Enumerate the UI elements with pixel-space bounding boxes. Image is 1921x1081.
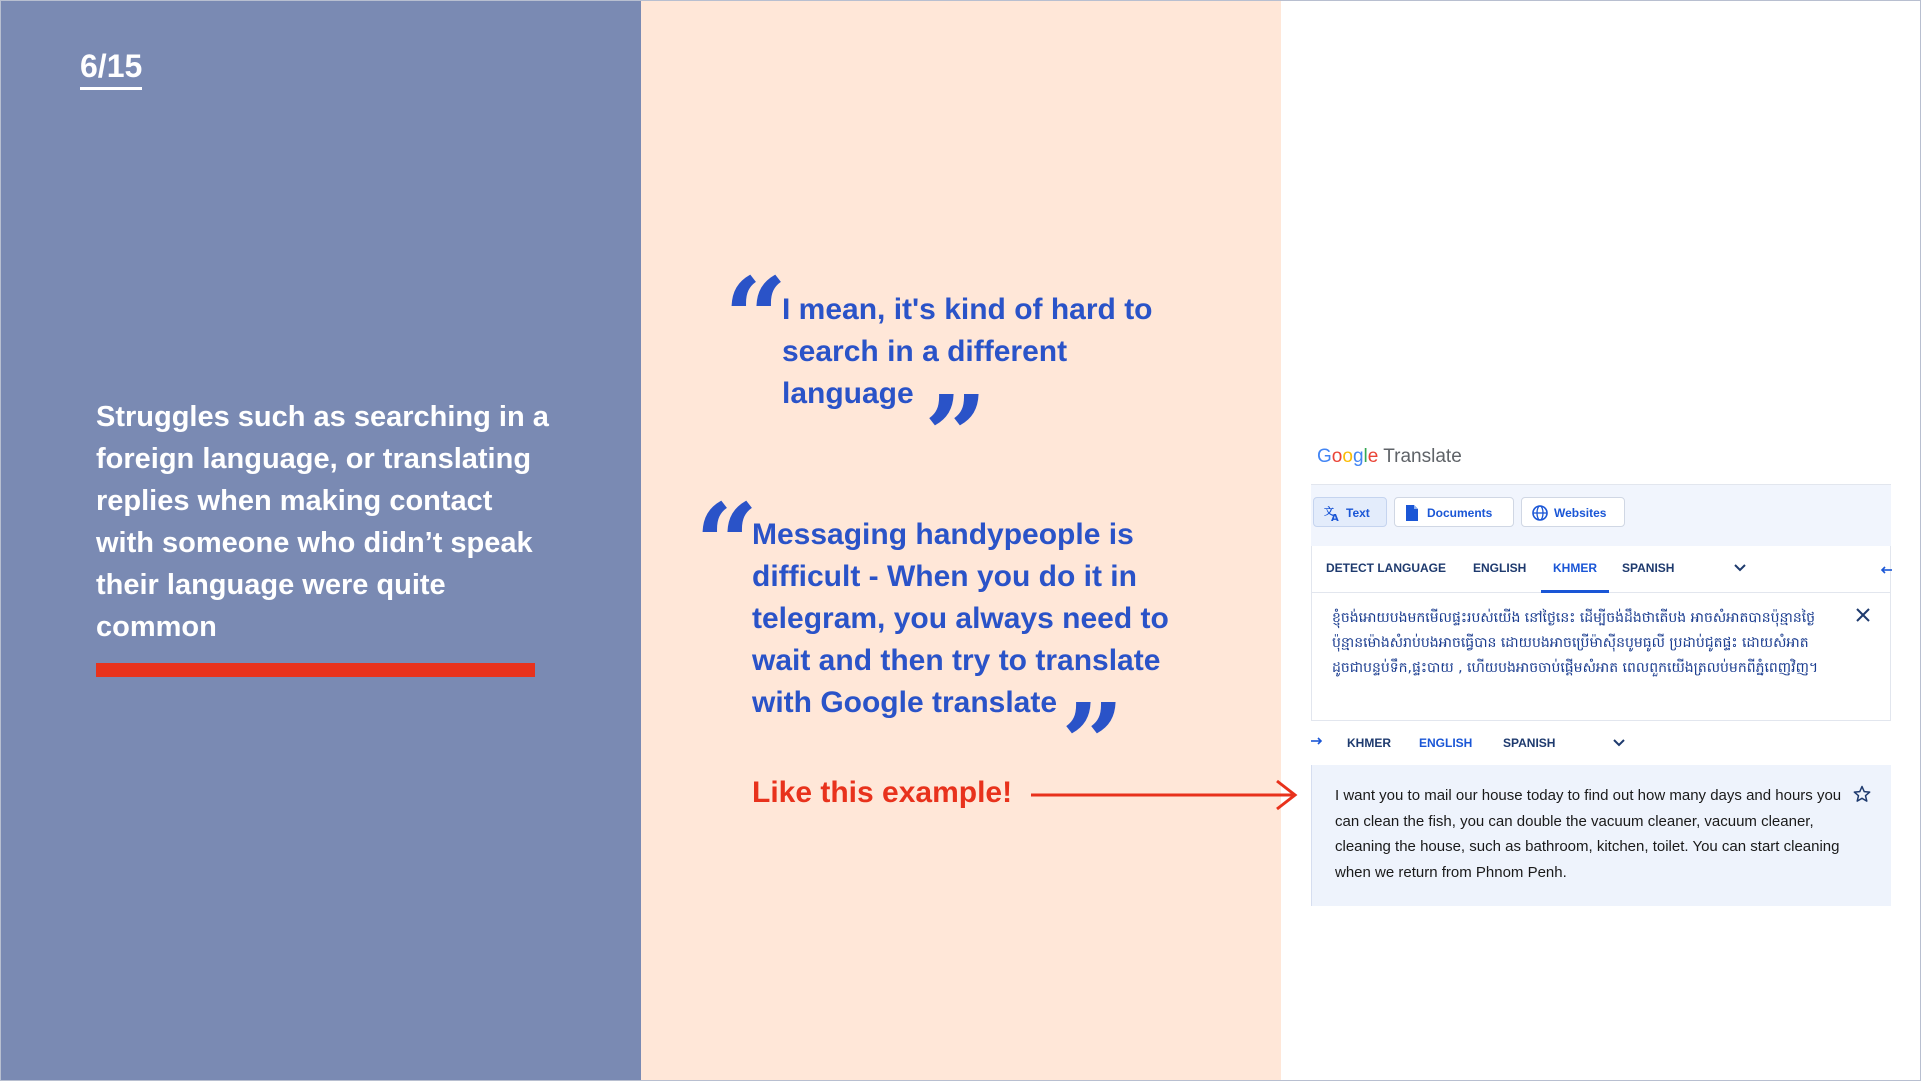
quote-2-text: Messaging handypeople is difficult - When you do it in telegram, you always need to wait and then try to translate with Google translate (752, 518, 1169, 719)
source-panel (1311, 546, 1891, 721)
tab-english[interactable]: ENGLISH (1407, 721, 1484, 768)
open-quote-icon: “ (695, 479, 759, 608)
google-translate-example (1311, 436, 1891, 906)
left-panel (1, 1, 641, 1081)
target-language-bar (1311, 721, 1891, 766)
mode-toolbar (1311, 484, 1891, 547)
mode-websites-button[interactable]: Websites (1521, 497, 1625, 527)
star-icon[interactable] (1853, 785, 1871, 803)
close-quote-icon: ” (924, 371, 988, 500)
document-icon (1405, 505, 1419, 521)
tab-khmer[interactable]: KHMER (1347, 736, 1391, 750)
tab-spanish[interactable]: SPANISH (1503, 736, 1556, 750)
swap-languages-icon[interactable] (1311, 735, 1323, 751)
svg-text:文: 文 (1324, 507, 1334, 518)
svg-text:A: A (1331, 513, 1339, 521)
mode-text-button[interactable]: 文 A Text (1313, 497, 1387, 527)
tab-detect-language[interactable]: DETECT LANGUAGE (1326, 561, 1446, 575)
google-translate-logo: Google Translate (1317, 446, 1462, 467)
mode-documents-button[interactable]: Documents (1394, 497, 1514, 527)
close-icon[interactable] (1856, 608, 1870, 622)
swap-languages-icon[interactable] (1880, 560, 1892, 576)
chevron-down-icon[interactable] (1732, 560, 1748, 576)
translate-icon (1324, 505, 1340, 521)
globe-icon (1532, 505, 1548, 521)
arrow-right-icon (1031, 775, 1301, 815)
red-underline-bar (96, 663, 535, 677)
close-quote-icon: ” (1061, 679, 1125, 808)
chevron-down-icon[interactable] (1611, 735, 1627, 751)
tab-khmer[interactable]: KHMER (1541, 546, 1609, 593)
quote-1-text: I mean, it's kind of hard to search in a different language (782, 293, 1153, 410)
example-label: Like this example! (752, 776, 1013, 809)
target-panel (1311, 765, 1891, 906)
tab-english[interactable]: ENGLISH (1473, 561, 1527, 575)
middle-panel (641, 1, 1281, 1081)
tab-spanish[interactable]: SPANISH (1622, 561, 1675, 575)
source-language-bar (1312, 546, 1890, 593)
source-textarea[interactable]: ខ្ញុំចង់អោយបងមកមើលផ្ទះរបស់យើង នៅថ្ងៃនេះ ដើម្បីចង់ដឹងថាតើបង អាចសំអាតបានប៉ុន្មានថ្ងៃ ប៉ុន្មានម៉ោងសំរាប់បងអាចធ្វើបាន ដោយបងអាចប្រើម៉ាស៊ីនបូមធូលី ប្រដាប់ជូតផ្ទះ ដោយសំអាតដូចជាបន្ទប់ទឹក,ផ្ទះបាយ , ហើយបងអាចចាប់ផ្តើមសំអាត ពេលពួកយើងត្រលប់មកពីភ្នំពេញវិញ។ (1332, 610, 1819, 676)
open-quote-icon: “ (724, 253, 788, 382)
summary-text: Struggles such as searching in a foreign language, or translating replies when making contact with someone who didn’t speak their language were quite common (96, 401, 549, 643)
translation-output: I want you to mail our house today to find out how many days and hours you can clean the fish, you can double the vacuum cleaner, vacuum cleaner, cleaning the house, such as bathroom, kitchen, toilet. You can start cleaning when we return from Phnom Penh. (1335, 787, 1842, 881)
page-number: 6/15 (80, 47, 142, 90)
